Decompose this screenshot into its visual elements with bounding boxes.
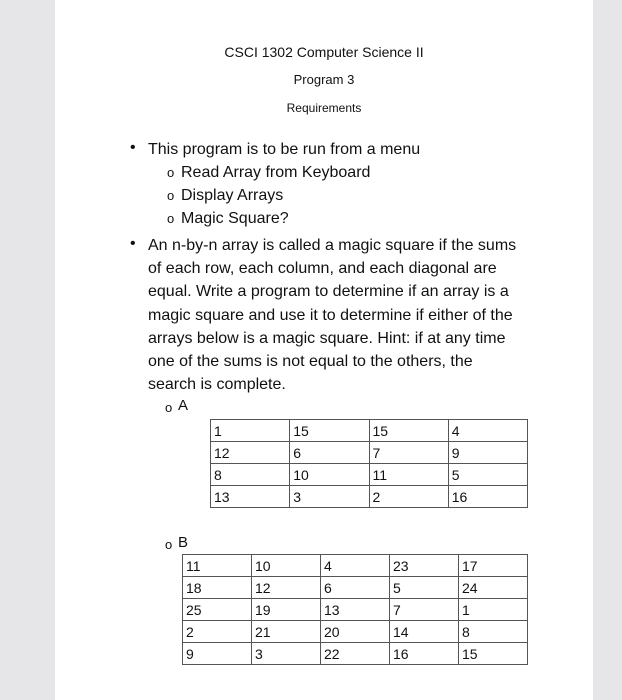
- magic-square-description: [148, 234, 548, 396]
- table-cell: 2: [369, 486, 448, 508]
- table-row: [183, 577, 528, 599]
- table-cell: 17: [459, 555, 528, 577]
- table-cell: 4: [448, 420, 527, 442]
- table-cell: 16: [448, 486, 527, 508]
- document-page: [55, 0, 593, 700]
- table-row: [183, 555, 528, 577]
- array-b-table: [182, 554, 528, 665]
- circle-bullet-icon: o: [167, 165, 175, 180]
- paragraph-line: one of the sums is not equal to the others, the: [148, 353, 473, 371]
- table-row: [211, 464, 528, 486]
- table-cell: 15: [459, 643, 528, 665]
- table-cell: 7: [390, 599, 459, 621]
- table-cell: 7: [369, 442, 448, 464]
- array-a-label: A: [178, 397, 189, 414]
- paragraph-line: of each row, each column, and each diagonal are: [148, 260, 497, 278]
- paragraph-line: An n-by-n array is called a magic square if the sums: [148, 237, 517, 254]
- array-a-table: [210, 419, 528, 508]
- paragraph-line: magic square and use it to determine if either of the: [148, 306, 513, 324]
- table-cell: 9: [448, 442, 527, 464]
- menu-item-magic: Magic Square?: [181, 210, 289, 227]
- table-row: [211, 420, 528, 442]
- program-title: Program 3: [293, 72, 355, 87]
- table-cell: 13: [321, 599, 390, 621]
- table-cell: 25: [183, 599, 252, 621]
- table-cell: 6: [321, 577, 390, 599]
- table-cell: 15: [290, 420, 369, 442]
- table-cell: 23: [390, 555, 459, 577]
- table-cell: 22: [321, 643, 390, 665]
- table-cell: 8: [211, 464, 290, 486]
- table-cell: 18: [183, 577, 252, 599]
- table-cell: 2: [183, 621, 252, 643]
- table-cell: 3: [252, 643, 321, 665]
- table-cell: 16: [390, 643, 459, 665]
- table-cell: 1: [459, 599, 528, 621]
- table-cell: 10: [252, 555, 321, 577]
- table-cell: 21: [252, 621, 321, 643]
- table-cell: 10: [290, 464, 369, 486]
- table-cell: 15: [369, 420, 448, 442]
- circle-bullet-icon: o: [167, 188, 175, 203]
- table-cell: 6: [290, 442, 369, 464]
- table-row: [211, 442, 528, 464]
- table-cell: 14: [390, 621, 459, 643]
- array-b-label: B: [178, 534, 189, 551]
- table-cell: 5: [390, 577, 459, 599]
- table-cell: 12: [211, 442, 290, 464]
- table-row: [183, 643, 528, 665]
- table-cell: 20: [321, 621, 390, 643]
- circle-bullet-icon: o: [165, 400, 173, 415]
- table-cell: 13: [211, 486, 290, 508]
- menu-item-read: Read Array from Keyboard: [181, 164, 371, 181]
- table-cell: 19: [252, 599, 321, 621]
- paragraph-line: search is complete.: [148, 376, 286, 394]
- table-row: [183, 599, 528, 621]
- table-row: [183, 621, 528, 643]
- table-cell: 24: [459, 577, 528, 599]
- table-cell: 5: [448, 464, 527, 486]
- table-row: [211, 486, 528, 508]
- table-cell: 1: [211, 420, 290, 442]
- paragraph-line: arrays below is a magic square. Hint: if at any time: [148, 329, 506, 347]
- menu-item-display: Display Arrays: [181, 187, 284, 204]
- bullet-dot-icon: •: [130, 235, 136, 252]
- table-cell: 9: [183, 643, 252, 665]
- table-cell: 3: [290, 486, 369, 508]
- paragraph-line: equal. Write a program to determine if an array is a: [148, 283, 509, 301]
- bullet-menu-text: This program is to be run from a menu: [148, 141, 421, 158]
- course-title: CSCI 1302 Computer Science II: [224, 44, 424, 60]
- requirements-heading: Requirements: [286, 101, 362, 115]
- table-cell: 12: [252, 577, 321, 599]
- bullet-dot-icon: •: [130, 139, 136, 156]
- table-cell: 11: [369, 464, 448, 486]
- table-cell: 8: [459, 621, 528, 643]
- table-cell: 11: [183, 555, 252, 577]
- circle-bullet-icon: o: [165, 537, 173, 552]
- table-cell: 4: [321, 555, 390, 577]
- circle-bullet-icon: o: [167, 211, 175, 226]
